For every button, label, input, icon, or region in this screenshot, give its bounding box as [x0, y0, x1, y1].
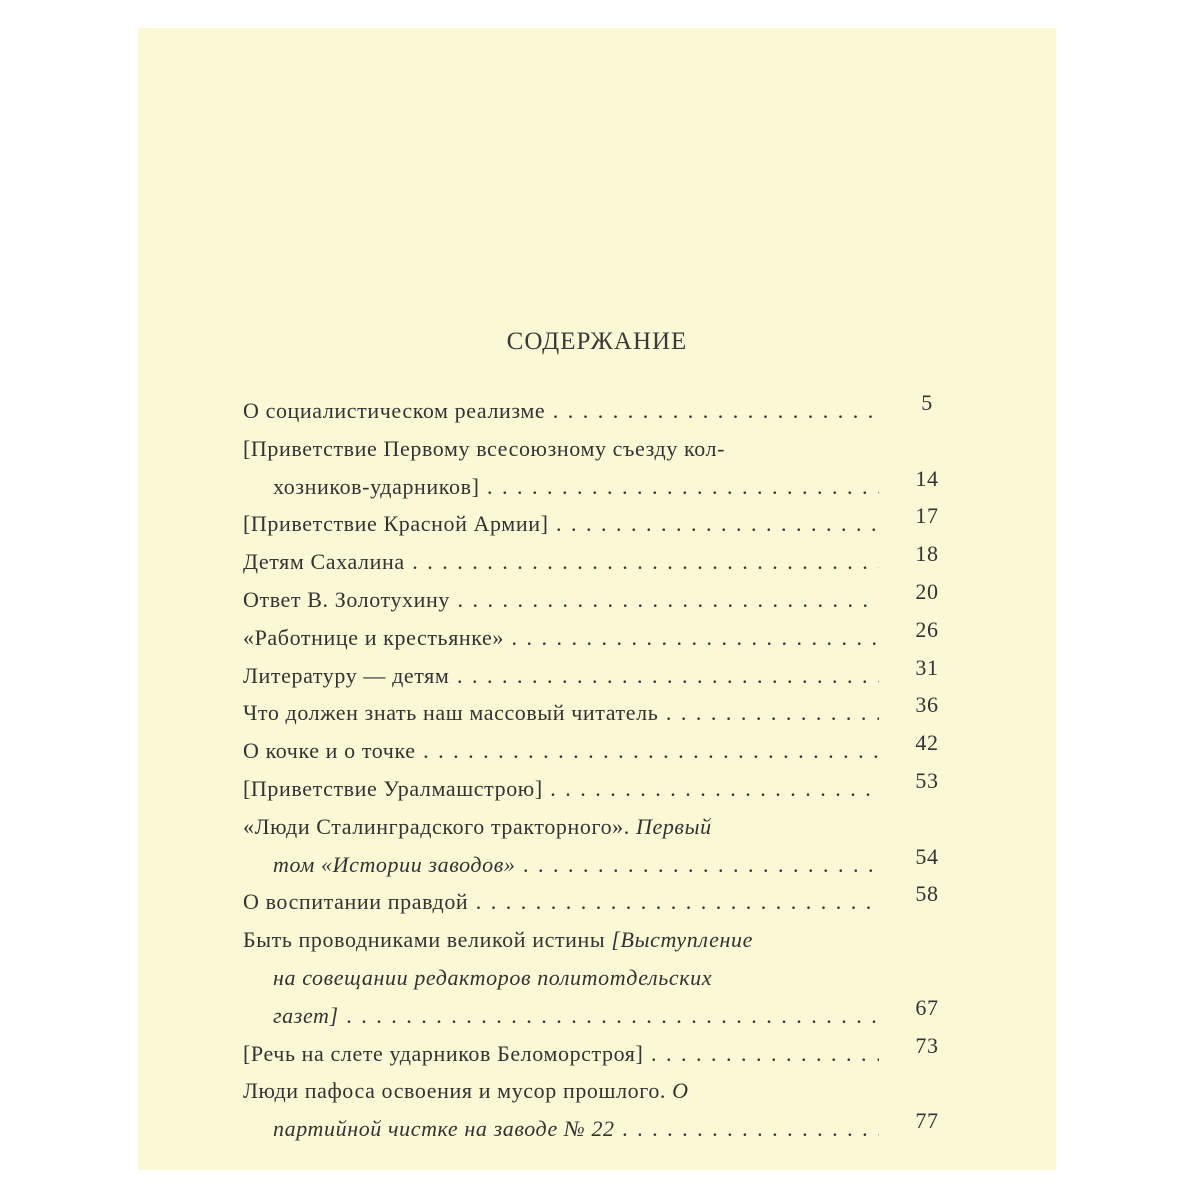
toc-page-number: 31 [915, 654, 939, 680]
toc-entry-line [243, 587, 879, 613]
toc-page-number: 53 [915, 767, 939, 793]
toc-page-number: 54 [915, 843, 939, 869]
toc-entry-line [273, 474, 879, 500]
toc-entry-italic-text: О [666, 1078, 689, 1104]
toc-entry-text: «Люди Сталинградского тракторного». [243, 813, 630, 839]
toc-entry-line [243, 549, 879, 575]
toc-entry-line [243, 700, 879, 726]
toc-entry-line [243, 814, 879, 840]
toc-entry-line [273, 1116, 879, 1142]
toc-entry-line [243, 1041, 879, 1067]
toc-entry-line [243, 436, 879, 462]
toc-entry-line [243, 1078, 879, 1104]
toc-entry [243, 1033, 963, 1071]
toc-page-number: 20 [915, 578, 939, 604]
toc-entry-line [243, 738, 879, 764]
toc-entry [243, 806, 963, 882]
toc-page-number: 26 [915, 616, 939, 642]
toc-page-number: 5 [921, 390, 933, 415]
toc-entry-line [273, 1003, 879, 1029]
toc-entry-text: [Речь на слете ударников Беломорстроя] [243, 1040, 644, 1066]
toc-entry-text: Детям Сахалина [243, 549, 405, 575]
toc-entry-text: О кочке и о точке [243, 738, 416, 764]
toc-entry-italic-text: на совещании редакторов политотдельских [273, 964, 713, 990]
toc-entry-line [243, 398, 879, 424]
toc-entry-text: Люди пафоса освоения и мусор прошлого. [243, 1078, 667, 1104]
toc-entry-line [273, 852, 879, 878]
toc-entry-text: О социалистическом реализме [243, 398, 546, 423]
toc-entry [243, 655, 963, 693]
toc-entry-text: Ответ В. Золотухину [243, 586, 451, 612]
toc-entry-italic-text: партийной чистке на заводе № 22 [273, 1116, 615, 1142]
toc-page-number: 73 [915, 1032, 939, 1058]
toc-entry [243, 692, 963, 730]
toc-entry-italic-text: Первый [629, 813, 712, 839]
toc-entry [243, 390, 963, 428]
toc-entry-italic-text: том «Истории заводов» [273, 851, 516, 877]
toc-entry-text: хозников-ударников] [273, 473, 480, 499]
toc-entry-text: [Приветствие Уралмашстрою] [243, 775, 543, 801]
toc-entry-line [243, 663, 879, 689]
toc-entry-line [273, 965, 879, 991]
toc-page-number: 14 [915, 465, 939, 491]
toc-entry-line [243, 625, 879, 651]
table-of-contents [243, 390, 963, 1146]
toc-entry-text: Что должен знать наш массовый читатель [243, 700, 659, 726]
toc-entry [243, 579, 963, 617]
toc-entry-text: «Работнице и крестьянке» [243, 624, 504, 650]
toc-page-number: 18 [915, 541, 939, 567]
toc-page-number: 42 [915, 730, 939, 756]
toc-entry [243, 503, 963, 541]
toc-entry [243, 730, 963, 768]
toc-entry-line [243, 927, 879, 953]
toc-entry [243, 881, 963, 919]
toc-page-number: 77 [915, 1108, 939, 1134]
toc-entry [243, 768, 963, 806]
toc-entry [243, 428, 963, 504]
book-page [138, 28, 1056, 1170]
toc-entry-text: [Приветствие Красной Армии] [243, 511, 549, 537]
toc-entry-text: О воспитании правдой [243, 889, 469, 915]
toc-entry-text: Быть проводниками великой истины [243, 927, 606, 953]
toc-entry [243, 541, 963, 579]
toc-entry-line [243, 776, 879, 802]
toc-entry [243, 617, 963, 655]
page-title: СОДЕРЖАНИЕ [506, 328, 688, 355]
toc-entry-line [243, 511, 879, 537]
toc-entry [243, 919, 963, 1032]
toc-entry-text: [Приветствие Первому всесоюзному съезду кол- [243, 435, 726, 461]
toc-entry-line [243, 889, 879, 915]
toc-page-number: 17 [915, 503, 939, 529]
toc-page-number: 67 [915, 994, 939, 1020]
toc-entry-italic-text: [Выступление [605, 927, 753, 953]
toc-entry-text: Литературу — детям [243, 662, 450, 688]
toc-entry-italic-text: газет] [273, 1002, 339, 1028]
toc-page-number: 36 [915, 692, 939, 718]
toc-page-number: 58 [915, 881, 939, 907]
toc-entry [243, 1070, 963, 1146]
